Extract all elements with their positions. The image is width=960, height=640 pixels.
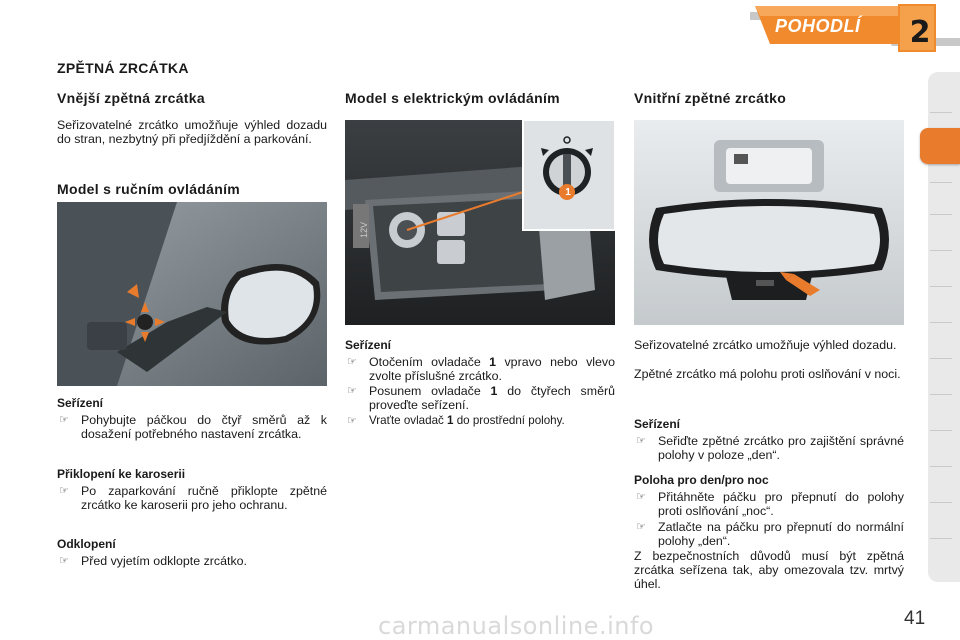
page-title: ZPĚTNÁ ZRCÁTKA <box>57 60 189 76</box>
bullet-item <box>634 490 904 518</box>
bullet-text: Zatlačte na páčku pro přepnutí do normální polohy „den“. <box>658 520 904 549</box>
subheading-adjust-manual: Seřízení <box>57 396 104 410</box>
pointing-hand-icon: ☞ <box>636 491 646 503</box>
bullet-text-a: Posunem ovladače <box>369 384 491 398</box>
bullet-text-b: vpravo nebo vlevo zvolte příslušné zrcátko. <box>369 355 615 384</box>
callout-number: 1 <box>565 187 571 198</box>
pointing-hand-icon: ☞ <box>636 435 646 447</box>
section-heading-manual: Model s ručním ovládáním <box>57 181 241 197</box>
interior-mirror-photo <box>634 120 904 325</box>
manual-mirror-photo <box>57 202 327 386</box>
pointing-hand-icon: ☞ <box>636 521 646 533</box>
control-number: 1 <box>447 414 454 427</box>
chapter-number: 2 <box>909 15 931 50</box>
bullet-text: Po zaparkování ručně přiklopte zpětné zrcátko ke karoserii pro jeho ochranu. <box>81 484 327 513</box>
tab-divider <box>930 112 952 113</box>
bullet-text: Přitáhněte páčku pro přepnutí do polohy proti oslňování „noc“. <box>658 490 904 519</box>
tab-divider <box>930 182 952 183</box>
bullet-text: Seřiďte zpětné zrcátko pro zajištění správné polohy v poloze „den“. <box>658 434 904 463</box>
interior-intro-1: Seřizovatelné zrcátko umožňuje výhled dozadu. <box>634 338 897 352</box>
bullet-item <box>345 384 615 412</box>
watermark: carmanualsonline.info <box>378 612 655 640</box>
subheading-fold: Přiklopení ke karoserii <box>57 467 186 481</box>
tab-divider <box>930 322 952 323</box>
interior-intro-2: Zpětné zrcátko má polohu proti oslňování v noci. <box>634 367 901 381</box>
tab-divider <box>930 430 952 431</box>
electric-control-photo <box>345 120 615 325</box>
bullet-item <box>57 413 327 441</box>
bullet-item <box>345 355 615 383</box>
subheading-adjust-interior: Seřízení <box>634 417 681 431</box>
tab-divider <box>930 214 952 215</box>
section-heading-electric: Model s elektrickým ovládáním <box>345 90 560 106</box>
socket-label: 12V <box>359 221 369 238</box>
pointing-hand-icon: ☞ <box>347 356 357 368</box>
pointing-hand-icon: ☞ <box>59 555 69 567</box>
tab-divider <box>930 502 952 503</box>
bullet-item <box>634 520 904 548</box>
chapter-title: POHODLÍ <box>775 16 861 36</box>
pointing-hand-icon: ☞ <box>59 414 69 426</box>
bullet-text: Pohybujte páčkou do čtyř směrů až k dosažení potřebného nastavení zrcátka. <box>81 413 327 442</box>
tab-divider <box>930 538 952 539</box>
tab-divider <box>930 286 952 287</box>
bullet-text-b: do prostřední polohy. <box>453 414 565 427</box>
pointing-hand-icon: ☞ <box>59 485 69 497</box>
bullet-text-a: Vraťte ovladač <box>369 414 448 427</box>
bullet-item <box>345 414 620 428</box>
pointing-hand-icon: ☞ <box>347 385 357 397</box>
exterior-intro: Seřizovatelné zrcátko umožňuje výhled dozadu do stran, nezbytný při předjíždění a parkování. <box>57 118 327 147</box>
control-number: 1 <box>490 384 498 398</box>
bullet-item <box>57 484 327 512</box>
page-number: 41 <box>904 608 926 629</box>
section-heading-interior: Vnitřní zpětné zrcátko <box>634 90 787 106</box>
tab-divider <box>930 358 952 359</box>
bullet-item <box>57 554 327 568</box>
tab-divider <box>930 394 952 395</box>
bullet-text-b: do čtyřech směrů proveďte seřízení. <box>369 384 615 413</box>
tab-divider <box>930 250 952 251</box>
bullet-item <box>634 434 904 462</box>
bullet-text: Před vyjetím odklopte zrcátko. <box>81 554 247 568</box>
section-heading-exterior: Vnější zpětná zrcátka <box>57 90 205 106</box>
chapter-tab-active[interactable] <box>920 128 960 164</box>
subheading-day-night: Poloha pro den/pro noc <box>634 473 769 487</box>
safety-note: Z bezpečnostních důvodů musí být zpětná zrcátka seřízena tak, aby omezovala tzv. mrtvý úhel. <box>634 549 904 592</box>
subheading-unfold: Odklopení <box>57 537 116 551</box>
bullet-text-a: Otočením ovladače <box>369 355 490 369</box>
subheading-adjust-electric: Seřízení <box>345 338 392 352</box>
pointing-hand-icon: ☞ <box>347 415 357 427</box>
control-number: 1 <box>489 355 497 369</box>
tab-divider <box>930 466 952 467</box>
